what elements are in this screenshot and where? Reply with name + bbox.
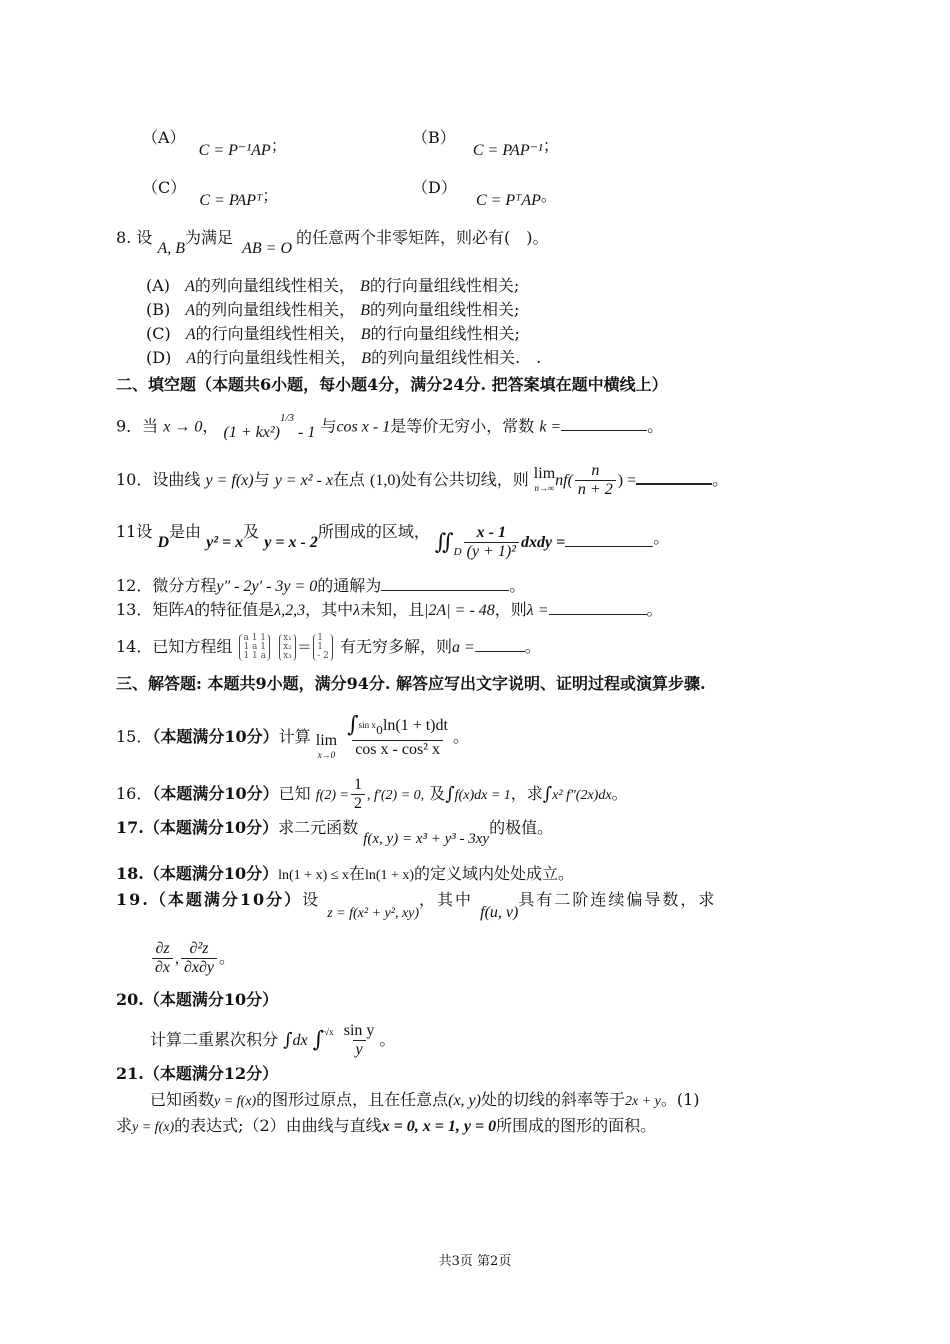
constant-vector xyxy=(313,634,333,661)
math: y = x - 2 xyxy=(264,534,318,551)
q15 xyxy=(116,712,469,760)
question-number: 18. xyxy=(116,864,144,883)
option-end: ； xyxy=(542,136,559,155)
answer-blank[interactable] xyxy=(561,416,647,431)
math: A xyxy=(184,602,195,619)
math: k = xyxy=(539,418,562,436)
text: 未知，且 xyxy=(360,600,425,619)
score: （本题满分10分） xyxy=(143,818,279,837)
option-label: (D) xyxy=(146,348,172,367)
text: 是等价无穷小，常数 xyxy=(390,416,535,436)
matrix-row: x₂ xyxy=(283,642,292,652)
fraction xyxy=(152,940,173,977)
section-heading-solutions: 三、解答题: 本题共9小题，满分94分. 解答应写出文字说明、证明过程或演算步骤. xyxy=(116,674,706,693)
text: 在点 xyxy=(332,470,365,489)
math: y = f(x) xyxy=(132,1120,175,1135)
math: z = f(x² + y², xy) xyxy=(327,906,420,921)
score: （本题满分10分） xyxy=(152,727,279,747)
math: dxdy = xyxy=(520,534,566,551)
text: 在 xyxy=(348,864,365,883)
text: 及 xyxy=(243,522,260,541)
integral-icon: ∫ xyxy=(283,1029,293,1051)
q19 xyxy=(116,890,717,921)
option-expr: C = PAP⁻¹ xyxy=(472,142,543,159)
math: dx xyxy=(292,1032,308,1049)
q20-heading xyxy=(116,990,278,1010)
math: A xyxy=(186,350,197,367)
text: 与 xyxy=(253,470,270,489)
text: ，求 xyxy=(510,784,543,803)
score: （本题满分10分） xyxy=(143,864,279,883)
matrix-row: x₁ xyxy=(283,633,292,643)
matrix-row: a 1 1 xyxy=(243,633,267,643)
math: y = x² - x xyxy=(274,472,333,489)
math: = xyxy=(297,637,312,656)
option-expr: C = PAPᵀ xyxy=(199,192,263,209)
text: 的行向量组线性相关， xyxy=(196,348,357,367)
text: 。 xyxy=(509,576,526,595)
q7-option-c xyxy=(142,178,279,209)
option-label: （A） xyxy=(142,128,186,147)
limit-word: lim xyxy=(533,464,556,482)
text: 有无穷多解，则 xyxy=(339,637,452,656)
math: ) = xyxy=(617,472,637,489)
numerator: ∂z xyxy=(155,940,170,957)
question-number: 17. xyxy=(116,818,144,837)
math: B xyxy=(360,302,371,319)
text: 计算 xyxy=(278,727,311,747)
q13 xyxy=(116,600,663,621)
answer-blank[interactable] xyxy=(381,576,509,591)
score: （本题满分12分） xyxy=(143,1064,279,1083)
text: 处有公共切线，则 xyxy=(400,470,529,489)
answer-blank[interactable] xyxy=(636,469,712,485)
q8-option-a xyxy=(146,276,519,297)
text: 的列向量组线性相关， xyxy=(194,276,355,295)
matrix-row: - 2 xyxy=(317,651,329,661)
text: 。 xyxy=(524,637,541,656)
math: A, B xyxy=(157,240,185,257)
fraction xyxy=(341,1022,378,1059)
q8-option-c xyxy=(146,324,520,345)
denominator: (y + 1)² xyxy=(464,542,519,561)
math: λ xyxy=(353,602,361,619)
math: A xyxy=(185,326,196,343)
option-end: ； xyxy=(262,186,279,205)
option-label: （C） xyxy=(142,178,187,197)
option-end: ； xyxy=(270,136,287,155)
q9 xyxy=(116,412,664,442)
q7-option-d xyxy=(412,178,557,209)
math: y = f(x) xyxy=(214,1094,257,1109)
math: cos x - 1 xyxy=(336,418,391,436)
math: f(x, y) = x³ + y³ - 3xy xyxy=(363,831,490,847)
integral-icon: ∫ xyxy=(445,783,455,805)
math: (1,0) xyxy=(370,472,401,489)
text: 。 xyxy=(219,948,236,967)
math: B xyxy=(360,278,370,295)
limit-sub: n→∞ xyxy=(534,482,555,493)
limit xyxy=(315,731,338,762)
text: 的列向量组线性相关. . xyxy=(371,348,542,367)
numerator: ∂²z xyxy=(189,940,209,957)
math: a = xyxy=(451,639,475,656)
matrix-row: 1 1 a xyxy=(243,651,267,661)
math: y = f(x) xyxy=(205,472,254,489)
option-label: (B) xyxy=(146,300,171,319)
q14 xyxy=(116,634,541,661)
text: 的表达式;（2）由曲线与直线 xyxy=(174,1116,382,1135)
math: λ = xyxy=(526,602,549,619)
integral-icon: ∫ xyxy=(312,1027,325,1053)
q8-option-b xyxy=(146,300,519,321)
q7-option-a xyxy=(142,128,287,159)
q8-stem xyxy=(116,228,549,257)
math: (1 + kx²) xyxy=(223,424,280,442)
q19-derivatives: $\frac{\partial z}{\partial x}$ , $\frac{\text{∂²z}}{\partial x\partial y}$ 。 xyxy=(150,940,235,977)
math: ln(1 + x) xyxy=(364,868,415,883)
text: 的定义域内处处成立。 xyxy=(414,864,575,883)
text: 。 xyxy=(712,470,729,489)
option-label: （B） xyxy=(412,128,456,147)
math: B xyxy=(361,350,372,367)
text: 的行向量组线性相关， xyxy=(195,324,356,343)
q17 xyxy=(116,818,554,847)
text: 的列向量组线性相关， xyxy=(195,300,356,319)
integral-region: D xyxy=(453,546,462,559)
denominator: y xyxy=(353,1040,366,1059)
integral-icon: ∫ xyxy=(347,712,359,738)
text: 所围成的图形的面积。 xyxy=(496,1116,657,1135)
integral-upper: √x xyxy=(324,1027,334,1037)
denominator: 2 xyxy=(351,794,365,813)
math: λ,2,3 xyxy=(274,602,306,619)
text: 具有二阶连续偏导数，求 xyxy=(518,890,717,909)
math: B xyxy=(360,326,371,343)
text: 的图形过原点，且在任意点 xyxy=(256,1090,449,1109)
question-number: 16． xyxy=(116,784,153,803)
math: D xyxy=(157,534,170,551)
q7-option-b xyxy=(412,128,559,159)
q16 xyxy=(116,776,628,813)
integral-upper: sin x xyxy=(358,720,376,730)
limit xyxy=(533,464,556,495)
integral-lower: 0 xyxy=(375,724,383,738)
text: 。(1) xyxy=(660,1090,700,1109)
text: 。 xyxy=(452,727,469,747)
math: A xyxy=(185,302,196,319)
q21-line2 xyxy=(116,1116,656,1138)
variable-vector xyxy=(279,634,296,661)
matrix-row: 1 xyxy=(317,642,323,652)
matrix-row: 1 a 1 xyxy=(243,642,267,652)
q10 xyxy=(116,462,728,499)
q21-heading xyxy=(116,1064,278,1084)
text: ，其中 xyxy=(419,890,474,909)
question-number: 8. 设 xyxy=(116,228,153,247)
question-number: 9．当 xyxy=(116,416,159,436)
denominator: ∂x∂y xyxy=(181,958,217,977)
text: 已知函数 xyxy=(150,1090,215,1109)
limit-sub: x→0 xyxy=(317,749,336,760)
exponent: 1/3 xyxy=(279,412,295,424)
option-label: (C) xyxy=(146,324,171,343)
denominator: n + 2 xyxy=(575,480,616,499)
question-number: 15． xyxy=(116,727,153,747)
text: 的列向量组线性相关; xyxy=(370,300,520,319)
coefficient-matrix xyxy=(239,634,270,661)
text: 求 xyxy=(116,1116,133,1135)
matrix-row: x₃ xyxy=(283,651,292,661)
numerator: 1 xyxy=(353,776,362,793)
text: 的极值。 xyxy=(489,818,554,837)
option-expr: C = PᵀAP xyxy=(475,192,541,209)
text: 及 xyxy=(429,784,446,803)
question-number: 21. xyxy=(116,1064,144,1083)
text: ，其中 xyxy=(305,600,354,619)
math: |2A| = - 48 xyxy=(424,602,495,619)
answer-blank[interactable] xyxy=(549,600,647,615)
text: 。 xyxy=(611,784,628,803)
option-label: （D） xyxy=(412,178,457,197)
math: ln(1 + x) ≤ x xyxy=(278,868,349,883)
matrix-row: 1 xyxy=(317,633,323,643)
math: AB = O xyxy=(242,240,293,257)
question-number: 12．微分方程 xyxy=(116,576,217,595)
math: y″ - 2y′ - 3y = 0 xyxy=(216,578,318,595)
question-number: 11设 xyxy=(116,522,153,541)
numerator: n xyxy=(591,462,600,479)
math: A xyxy=(185,278,195,295)
text: 。 xyxy=(653,528,670,547)
q12 xyxy=(116,576,525,597)
double-integral-icon: ∬ xyxy=(434,529,454,555)
text: 的特征值是 xyxy=(194,600,275,619)
option-expr: C = P⁻¹AP xyxy=(198,142,271,159)
integral-icon: ∫ xyxy=(542,783,553,805)
score: （本题满分10分） xyxy=(152,784,279,803)
numerator xyxy=(344,712,451,740)
text: ，则 xyxy=(494,600,527,619)
q20 xyxy=(150,1022,395,1059)
section-heading-fill-in: 二、填空题（本题共6小题，每小题4分，满分24分. 把答案填在题中横线上） xyxy=(116,375,668,394)
text: 。 xyxy=(379,1030,396,1049)
denominator: cos x - cos² x xyxy=(352,740,443,759)
q11 xyxy=(116,514,670,560)
text: 。 xyxy=(647,416,664,436)
score: （本题满分10分） xyxy=(143,990,279,1009)
math: y² = x xyxy=(206,534,244,551)
integrand: ln(1 + t)dt xyxy=(382,717,448,734)
math: (x, y) xyxy=(448,1092,481,1109)
fraction xyxy=(351,776,365,813)
question-number: 20. xyxy=(116,990,144,1009)
text: 的行向量组线性相关; xyxy=(370,324,520,343)
math: - 1 xyxy=(294,424,316,442)
question-number: 13．矩阵 xyxy=(116,600,185,619)
math: nf( xyxy=(555,472,573,489)
text: 是由 xyxy=(169,522,202,541)
fraction xyxy=(344,712,451,759)
text: 的任意两个非零矩阵，则必有( )。 xyxy=(296,228,549,247)
question-number: 19. xyxy=(116,890,150,909)
denominator: ∂x xyxy=(152,958,173,977)
fraction xyxy=(575,462,616,499)
fraction xyxy=(181,940,217,977)
numerator: x - 1 xyxy=(476,524,506,541)
math: f(u, v) xyxy=(480,904,519,921)
text: 所围成的区域， xyxy=(317,522,430,541)
page-footer: 共3页 第2页 xyxy=(438,1254,512,1269)
text: 为满足 xyxy=(185,228,234,247)
text: 处的切线的斜率等于 xyxy=(480,1090,625,1109)
text: 。 xyxy=(646,600,663,619)
text: 与 xyxy=(320,416,337,436)
q18 xyxy=(116,864,574,886)
text: 的行向量组线性相关; xyxy=(369,276,520,295)
math: x² f″(2x)dx xyxy=(552,788,612,803)
text: ， xyxy=(202,416,219,436)
text: 求二元函数 xyxy=(278,818,359,837)
text: 计算二重累次积分 xyxy=(150,1030,279,1049)
question-number: 14．已知方程组 xyxy=(116,637,233,656)
math: f(x)dx = 1 xyxy=(454,788,511,803)
q8-option-d xyxy=(146,348,541,369)
question-number: 10．设曲线 xyxy=(116,470,201,489)
text: 设 xyxy=(302,890,321,909)
q21-line1 xyxy=(150,1090,700,1112)
math: , f′(2) = 0, xyxy=(366,788,425,803)
math: 2x + y xyxy=(625,1094,661,1109)
math: x → 0 xyxy=(163,418,203,436)
answer-blank[interactable] xyxy=(565,532,653,547)
option-end: 。 xyxy=(540,186,557,205)
numerator: sin y xyxy=(343,1022,375,1039)
text: 已知 xyxy=(278,784,311,803)
score: （本题满分10分） xyxy=(149,890,303,909)
math: x = 0, x = 1, y = 0 xyxy=(381,1118,497,1135)
option-label: (A) xyxy=(146,276,171,295)
fraction xyxy=(464,524,519,561)
math: f(2) = xyxy=(315,788,349,803)
answer-blank[interactable] xyxy=(475,637,525,652)
limit-word: lim xyxy=(315,731,338,749)
text: 的通解为 xyxy=(317,576,382,595)
